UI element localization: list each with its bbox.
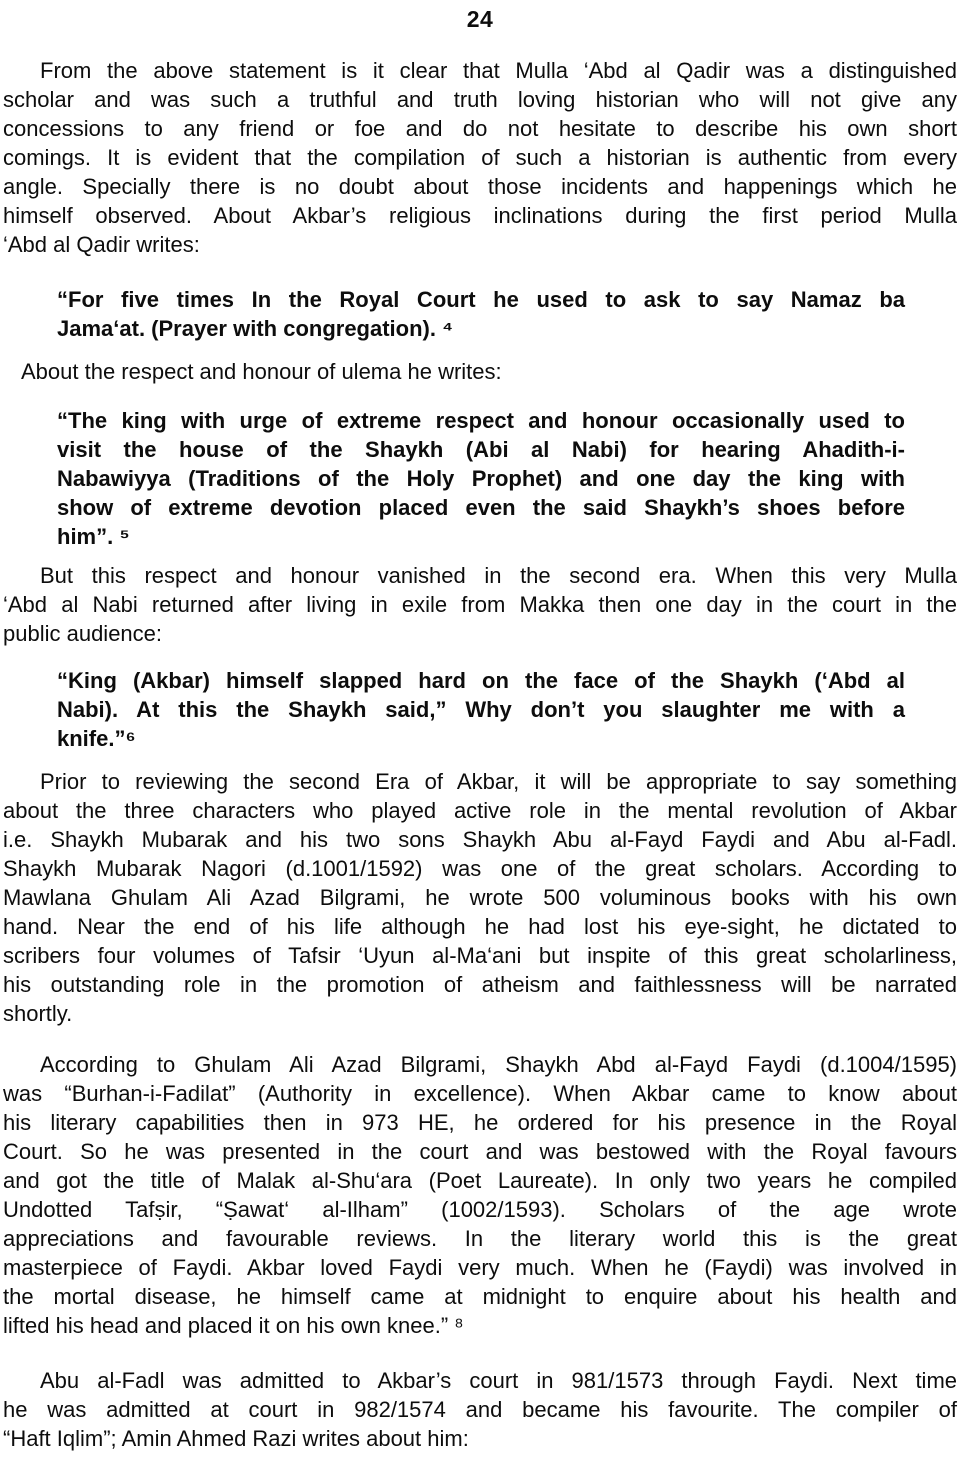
- text-line: Jama‘at. (Prayer with congregation). ⁴: [57, 316, 453, 341]
- paragraph: [3, 1050, 957, 1340]
- text-line: i.e. Shaykh Mubarak and his two sons Shaykh Abu al-Fayd Faydi and Abu al-Fadl.: [3, 827, 957, 852]
- text-line: himself observed. About Akbar’s religious inclinations during the first period Mulla: [3, 203, 957, 228]
- text-line: ‘Abd al Qadir writes:: [3, 232, 200, 257]
- text-line: his literary capabilities then in 973 HE, he ordered for his presence in the Royal: [3, 1110, 957, 1135]
- paragraph: [3, 1366, 957, 1453]
- text-line: Undotted Tafṣir, “Ṣawat‘ al-Ilham” (1002/1593). Scholars of the age wrote: [3, 1197, 957, 1222]
- text-line: Nabawiyya (Traditions of the Holy Prophet) and one day the king with: [57, 466, 905, 491]
- text-line: masterpiece of Faydi. Akbar loved Faydi very much. When he (Faydi) was involved in: [3, 1255, 957, 1280]
- block-quote: [57, 406, 905, 551]
- text-line: hand. Near the end of his life although he had lost his eye-sight, he dictated to: [3, 914, 957, 939]
- text-line: Mawlana Ghulam Ali Azad Bilgrami, he wrote 500 voluminous books with his own: [3, 885, 957, 910]
- document-body: [3, 56, 957, 1453]
- text-line: scholar and was such a truthful and truth loving historian who will not give any: [3, 87, 957, 112]
- text-line: him”. ⁵: [57, 524, 130, 549]
- block-quote: [57, 285, 905, 343]
- text-line: appreciations and favourable reviews. In the literary world this is the great: [3, 1226, 957, 1251]
- text-line: concessions to any friend or foe and do not hesitate to describe his own short: [3, 116, 957, 141]
- text-line: “For five times In the Royal Court he used to ask to say Namaz ba: [57, 287, 905, 312]
- text-line: his outstanding role in the promotion of atheism and faithlessness will be narrated: [3, 972, 957, 997]
- paragraph: [3, 56, 957, 259]
- page-number: 24: [466, 6, 494, 32]
- text-line: According to Ghulam Ali Azad Bilgrami, Shaykh Abd al-Fayd Faydi (d.1004/1595): [40, 1052, 957, 1077]
- text-line: “The king with urge of extreme respect and honour occasionally used to: [57, 408, 905, 433]
- text-line: Nabi). At this the Shaykh said,” Why don’t you slaughter me with a: [57, 697, 905, 722]
- text-line: visit the house of the Shaykh (Abi al Nabi) for hearing Ahadith-i-: [57, 437, 905, 462]
- text-line: scribers four volumes of Tafsir ‘Uyun al-Ma‘ani but inspite of this great scholarliness,: [3, 943, 957, 968]
- text-line: Prior to reviewing the second Era of Akbar, it will be appropriate to say something: [40, 769, 957, 794]
- text-line: “Haft Iqlim”; Amin Ahmed Razi writes about him:: [3, 1426, 469, 1451]
- text-line: lifted his head and placed it on his own knee.” ⁸: [3, 1313, 464, 1338]
- text-line: shortly.: [3, 1001, 73, 1026]
- block-quote: [57, 666, 905, 753]
- text-line: and got the title of Malak al-Shu‘ara (Poet Laureate). In only two years he compiled: [3, 1168, 957, 1193]
- text-line: the mortal disease, he himself came at midnight to enquire about his health and: [3, 1284, 957, 1309]
- text-line: angle. Specially there is no doubt about those incidents and happenings which he: [3, 174, 957, 199]
- text-line: Abu al-Fadl was admitted to Akbar’s court in 981/1573 through Faydi. Next time: [40, 1368, 957, 1393]
- text-line: about the three characters who played active role in the mental revolution of Akbar: [3, 798, 957, 823]
- text-line: show of extreme devotion placed even the said Shaykh’s shoes before: [57, 495, 905, 520]
- text-line: Shaykh Mubarak Nagori (d.1001/1592) was one of the great scholars. According to: [3, 856, 957, 881]
- text-line: ‘Abd al Nabi returned after living in exile from Makka then one day in the court in the: [3, 592, 957, 617]
- text-line: knife.”⁶: [57, 726, 136, 751]
- text-line: comings. It is evident that the compilation of such a historian is authentic from every: [3, 145, 957, 170]
- text-line: public audience:: [3, 621, 163, 646]
- paragraph: [3, 357, 957, 386]
- text-line: “King (Akbar) himself slapped hard on the face of the Shaykh (‘Abd al: [57, 668, 905, 693]
- text-line: he was admitted at court in 982/1574 and became his favourite. The compiler of: [3, 1397, 957, 1422]
- text-line: But this respect and honour vanished in the second era. When this very Mulla: [40, 563, 957, 588]
- text-line: was “Burhan-i-Fadilat” (Authority in excellence). When Akbar came to know about: [3, 1081, 957, 1106]
- text-line: Court. So he was presented in the court and was bestowed with the Royal favours: [3, 1139, 957, 1164]
- text-line: From the above statement is it clear that Mulla ‘Abd al Qadir was a distinguished: [40, 58, 957, 83]
- paragraph: [3, 767, 957, 1028]
- paragraph: [3, 561, 957, 648]
- text-line: About the respect and honour of ulema he writes:: [21, 359, 502, 384]
